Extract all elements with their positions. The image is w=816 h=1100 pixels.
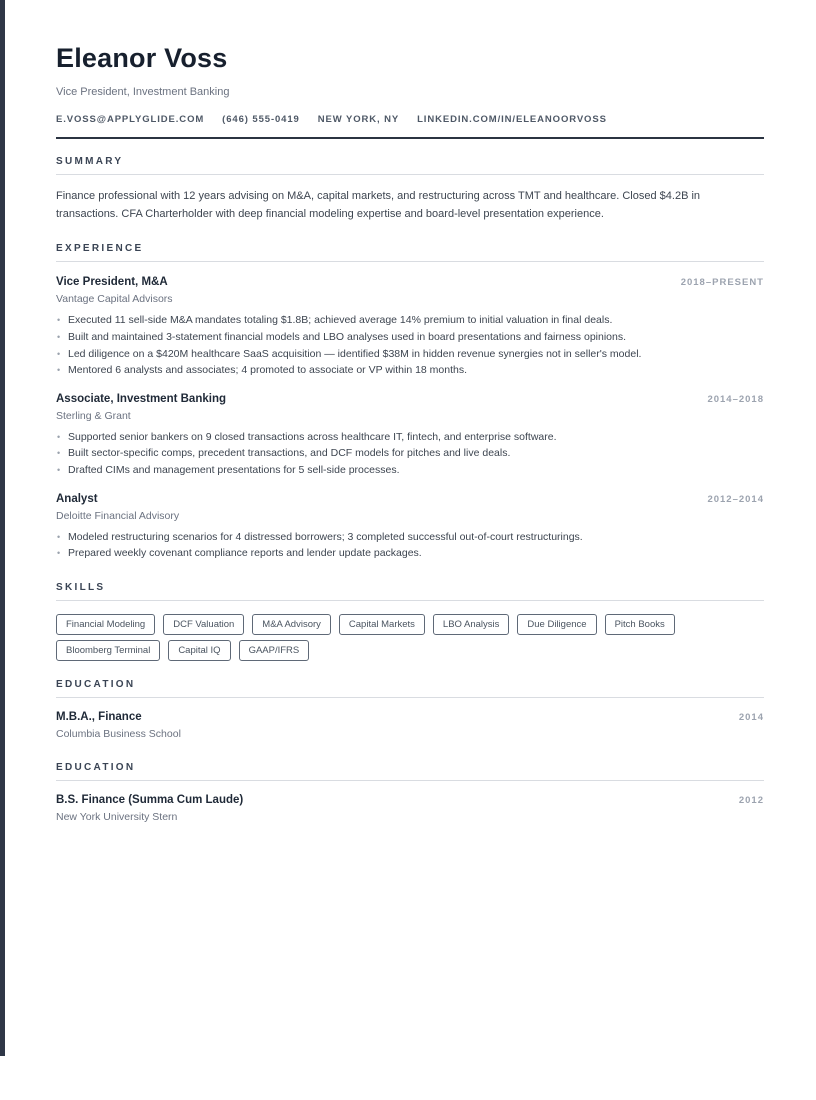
job-company: Sterling & Grant xyxy=(56,409,131,422)
education-year: 2014 xyxy=(738,711,764,723)
job-title: Associate, Investment Banking xyxy=(56,392,226,405)
job-dates: 2014–2018 xyxy=(707,393,764,405)
job-bullet-list xyxy=(56,429,764,479)
skill-tag: DCF Valuation xyxy=(163,614,244,635)
header-divider xyxy=(56,137,764,139)
job-bullet: • Prepared weekly covenant compliance reports and lender update packages. xyxy=(56,545,764,562)
skill-tag: Pitch Books xyxy=(605,614,675,635)
education-heading: EDUCATION xyxy=(56,762,764,781)
education-year: 2012 xyxy=(738,794,764,806)
contact-item: E.VOSS@APPLYGLIDE.COM xyxy=(56,114,205,126)
job-entry xyxy=(56,393,764,479)
contact-row xyxy=(56,114,764,125)
education-school: New York University Stern xyxy=(56,810,178,823)
page-accent-strip xyxy=(0,0,5,1056)
job-dates: 2018–PRESENT xyxy=(680,277,764,289)
education-school: Columbia Business School xyxy=(56,727,181,740)
job-bullet-list xyxy=(56,529,764,562)
experience-heading: EXPERIENCE xyxy=(56,243,764,262)
job-bullet: • Executed 11 sell-side M&A mandates totaling $1.8B; achieved average 14% premium to initial valuation in final deals. xyxy=(56,312,764,329)
education-heading: EDUCATION xyxy=(56,679,764,698)
person-name: Eleanor Voss xyxy=(56,43,228,73)
skill-tag: Capital IQ xyxy=(168,640,230,661)
education-section xyxy=(56,679,764,740)
job-header xyxy=(56,393,764,405)
education-header xyxy=(56,711,764,723)
job-entry xyxy=(56,276,764,378)
summary-heading: SUMMARY xyxy=(56,156,764,175)
job-dates: 2012–2014 xyxy=(707,493,764,505)
experience-list xyxy=(56,276,764,561)
skill-tag: LBO Analysis xyxy=(433,614,510,635)
summary-text: Finance professional with 12 years advising on M&A, capital markets, and restructuring across TMT and healthcare. Closed $4.2B in transactions. CFA Charterholder with deep financial modeling expertise and board-level presentation experience. xyxy=(56,190,701,221)
job-company: Deloitte Financial Advisory xyxy=(56,509,180,522)
job-header xyxy=(56,493,764,505)
skill-tag: Bloomberg Terminal xyxy=(56,640,160,661)
job-bullet: • Built sector-specific comps, precedent transactions, and DCF models for pitches and live deals. xyxy=(56,445,764,462)
education-entry xyxy=(56,794,764,823)
education-sections xyxy=(56,679,764,823)
job-bullet: • Supported senior bankers on 9 closed transactions across healthcare IT, fintech, and enterprise software. xyxy=(56,429,764,446)
job-bullet: • Mentored 6 analysts and associates; 4 promoted to associate or VP within 18 months. xyxy=(56,362,764,379)
contact-item: (646) 555-0419 xyxy=(222,114,300,126)
skill-tag: Due Diligence xyxy=(517,614,596,635)
job-entry xyxy=(56,493,764,562)
skill-tag: M&A Advisory xyxy=(252,614,331,635)
education-entry xyxy=(56,711,764,740)
education-section xyxy=(56,762,764,823)
job-title: Analyst xyxy=(56,492,98,505)
job-bullet: • Modeled restructuring scenarios for 4 distressed borrowers; 3 completed successful out-of-court restructurings. xyxy=(56,529,764,546)
job-bullet: • Built and maintained 3-statement financial models and LBO analyses used in board presentations and fairness opinions. xyxy=(56,329,764,346)
education-header xyxy=(56,794,764,806)
job-header xyxy=(56,276,764,288)
education-degree: B.S. Finance (Summa Cum Laude) xyxy=(56,793,244,806)
skill-tag: Financial Modeling xyxy=(56,614,155,635)
contact-item: LINKEDIN.COM/IN/ELEANOORVOSS xyxy=(417,114,607,126)
job-bullet: • Drafted CIMs and management presentations for 5 sell-side processes. xyxy=(56,462,764,479)
contact-item: NEW YORK, NY xyxy=(317,114,400,126)
job-company: Vantage Capital Advisors xyxy=(56,293,173,306)
job-bullet: • Led diligence on a $420M healthcare SaaS acquisition — identified $38M in hidden revenue synergies not in seller's model. xyxy=(56,346,764,363)
skills-heading: SKILLS xyxy=(56,582,764,601)
job-title: Vice President, M&A xyxy=(56,276,168,289)
education-degree: M.B.A., Finance xyxy=(56,710,142,723)
skills-list xyxy=(56,614,764,661)
skill-tag: GAAP/IFRS xyxy=(239,640,310,661)
job-bullet-list xyxy=(56,312,764,378)
person-title: Vice President, Investment Banking xyxy=(56,86,230,99)
skill-tag: Capital Markets xyxy=(339,614,425,635)
